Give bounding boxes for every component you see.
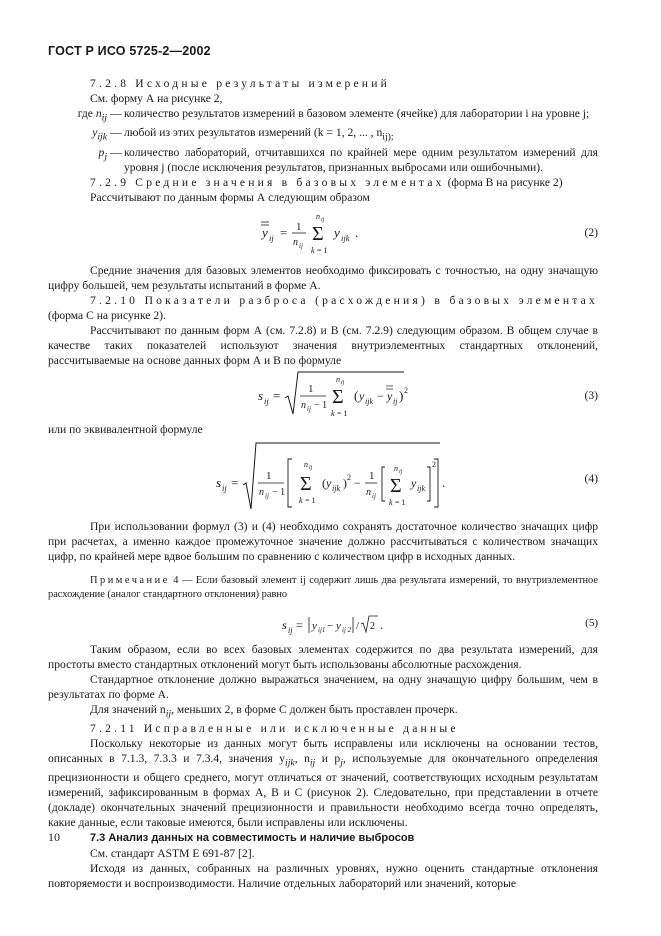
page-content (48, 76, 598, 891)
svg-text:n: n (293, 236, 298, 248)
body-text: Поскольку некоторые из данных могут быть исправлены или исключены на основании тестов, описанных в 7.1.3, 7.3.3 и 7.3.4, значения y (48, 736, 598, 765)
definition-subscript: ijk (97, 131, 107, 143)
svg-text:y: y (387, 388, 393, 403)
svg-text:=: = (296, 617, 303, 632)
formula-range (280, 612, 390, 638)
svg-text:(: ( (322, 475, 326, 490)
equation-number: (4) (584, 471, 598, 485)
svg-text:1: 1 (296, 220, 302, 233)
svg-text:− 1: − 1 (272, 486, 286, 498)
body-text: , n (294, 751, 310, 765)
section-title-text: 7.2.10 Показатели разброса (расхождения) в базовых элементах (90, 293, 598, 307)
svg-text:y: y (411, 475, 417, 490)
definition-row: где $n_{ij}$ — количество результатов измерений в базовом элементе (ячейке) для лаборатории i на уровне j; (48, 106, 598, 125)
svg-text:ij: ij (341, 379, 345, 386)
svg-text:2: 2 (347, 472, 351, 482)
svg-text:ij: ij (264, 395, 269, 406)
svg-text:− 1: − 1 (314, 399, 328, 411)
section-7-2-10-body: Рассчитывают по данным форм А (см. 7.2.8) и В (см. 7.2.9) следующим образом. В общем случае в качестве таких показателей используют значения внутриэлементных стандартных отклонений, рассчитываемые на основе данных форм А и В по формуле (48, 323, 598, 367)
body-text: , используемые для окончательного определения прецизионности и общего среднего, могут отличаться от значений, соответствующих исходным результатам измерений, зафиксированным в формах А, В и С (рисунок 2). Следовательно, при представлении в отчете (докладе) окончательных значений прецизионности и правильности необходимо всегда точно определять, какие данные, если таковые имеются, были исправлены или исключены. (48, 751, 598, 830)
svg-text:ij: ij (288, 625, 293, 635)
svg-text:1: 1 (266, 469, 272, 482)
equation-5 (48, 612, 598, 642)
section-title-text: 7.2.11 Исправленные или исключенные данные (90, 721, 459, 735)
section-title-text: 7.3 Анализ данных на совместимость и наличие выбросов (90, 832, 415, 845)
body-subscript: j (340, 757, 343, 769)
svg-text:k: k (389, 497, 393, 507)
svg-text:ij: ij (393, 396, 398, 406)
svg-text:= 1: = 1 (305, 495, 316, 505)
svg-text:.: . (380, 617, 383, 632)
svg-text:ij1: ij1 (318, 625, 326, 634)
definition-symbol: n (95, 107, 102, 120)
svg-text:= 1: = 1 (317, 245, 328, 255)
svg-text:n: n (366, 486, 371, 498)
section-7-3-title (48, 830, 598, 846)
svg-text:Σ: Σ (312, 222, 324, 245)
thus-paragraph: Таким образом, если во всех базовых элементах содержится по два результата измерений, для простоты вместо стандартных отклонений могут быть использованы абсолютные расхождения. (48, 642, 598, 671)
svg-text:2: 2 (404, 385, 408, 395)
svg-text:1: 1 (369, 469, 375, 482)
definition-subscript: ij (101, 112, 107, 124)
section-7-3-ref: См. стандарт ASTM E 691-87 [2]. (90, 847, 255, 861)
svg-text:ij: ij (321, 216, 325, 223)
svg-text:ijk: ijk (332, 483, 340, 493)
svg-text:k: k (311, 245, 315, 255)
svg-text:= 1: = 1 (337, 408, 348, 418)
svg-text:y: y (312, 619, 317, 632)
equation-number: (2) (584, 225, 598, 239)
svg-text:y: y (326, 475, 332, 490)
svg-text:(: ( (354, 387, 359, 403)
svg-text:ij: ij (307, 404, 311, 413)
definition-text: количество лабораторий, отчитавшихся по крайней мере одним результатом измерений для уровня j (после исключения результатов, признанных выбросами или ошибочными). (124, 145, 598, 174)
svg-text:−: − (327, 619, 334, 632)
svg-text:−: − (354, 475, 361, 490)
section-title-tail: (форма С на рисунке 2). (48, 308, 166, 322)
definition-row: $y_{ijk}$ — любой из этих результатов измерений (k = 1, 2, ... , $n_{ij);}$ (92, 126, 394, 143)
note-4 (48, 574, 598, 602)
svg-text:.: . (442, 474, 446, 490)
body-subscript: ij (309, 757, 316, 769)
svg-text:): ) (343, 475, 347, 490)
svg-text:n: n (394, 463, 398, 473)
svg-text:y: y (334, 224, 340, 240)
svg-text:s: s (282, 617, 287, 632)
mean-values-paragraph: Средние значения для базовых элементов необходимо фиксировать с точностью, на одну значащую цифру большей, чем результаты испытаний в форме А. (48, 263, 598, 292)
svg-text:1: 1 (308, 382, 314, 395)
svg-text:ijk: ijk (341, 232, 350, 243)
svg-text:/: / (356, 619, 360, 632)
svg-text:ijk: ijk (417, 483, 425, 493)
section-7-2-11-title (48, 721, 598, 736)
svg-text:2: 2 (432, 459, 436, 469)
equation-3 (48, 368, 598, 422)
section-7-2-9-title (48, 175, 598, 190)
svg-text:): ) (399, 387, 404, 403)
page-number: 10 (48, 830, 60, 844)
svg-text:−: − (377, 388, 384, 403)
section-7-2-11-body (48, 736, 598, 830)
svg-text:ij 2: ij 2 (342, 625, 352, 634)
svg-text:= 1: = 1 (395, 497, 406, 507)
svg-text:k: k (331, 408, 335, 418)
definition-symbol: y (92, 126, 98, 140)
values-text: Для значений n (90, 702, 166, 716)
svg-text:n: n (316, 211, 320, 221)
definition-text: любой из этих результатов измерений (k = 1, 2, ... , n (124, 126, 383, 140)
values-subscript: ij (165, 707, 172, 719)
svg-text:k: k (299, 495, 303, 505)
svg-text:s: s (258, 387, 264, 403)
definition-tail: ij); (382, 131, 394, 143)
svg-text:ij: ij (299, 241, 303, 250)
svg-text:Σ: Σ (390, 474, 402, 497)
svg-text:n: n (336, 374, 340, 384)
definition-row: $p_j$ — количество лабораторий, отчитавшихся по крайней мере одним результатом измерений для уровня j (после исключения результатов, признанных выбросами или ошибочными). (98, 145, 598, 174)
svg-text:ij: ij (265, 491, 269, 500)
svg-text:ij: ij (269, 232, 274, 243)
svg-text:2: 2 (370, 620, 375, 632)
formula-std-deviation (254, 368, 454, 422)
definition-prefix: где (77, 107, 96, 120)
note-label: Примечание (90, 574, 170, 586)
svg-text:.: . (355, 224, 359, 240)
section-title-tail: (форма В на рисунке 2) (444, 175, 563, 189)
svg-text:n: n (259, 486, 264, 498)
formula-mean (248, 205, 388, 261)
definition-subscript: j (104, 150, 107, 162)
svg-text:=: = (273, 387, 281, 403)
svg-text:n: n (304, 459, 308, 469)
section-7-2-8-title (48, 76, 598, 91)
section-7-2-9-intro: Рассчитывают по данным формы А следующим образом (90, 190, 370, 204)
equation-number: (5) (585, 616, 598, 629)
equation-number: (3) (584, 388, 598, 402)
svg-text:ij: ij (309, 464, 313, 471)
standard-header: ГОСТ Р ИСО 5725-2—2002 (48, 44, 211, 58)
significant-digits-paragraph: При использовании формул (3) и (4) необходимо сохранять достаточное количество значащих цифр при расчетах, а именно каждое промежуточное значение должно рассчитываться с количеством значащих цифр, по крайней мере вдвое большим по сравнению с количеством цифр в исходных данных. (48, 519, 598, 563)
svg-text:n: n (301, 399, 306, 411)
std-deviation-paragraph: Стандартное отклонение должно выражаться значением, на одну значащую цифру большим, чем в результатах по форме А. (48, 672, 598, 701)
svg-text:y: y (336, 619, 341, 632)
svg-text:y: y (262, 224, 268, 240)
definition-symbol: p (98, 145, 105, 159)
section-7-3-body: Исходя из данных, собранных на различных уровнях, нужно оценить стандартные отклонения повторяемости и воспроизводимости. Наличие отдельных лабораторий или значений, которые (48, 862, 598, 891)
values-paragraph (48, 702, 598, 721)
definitions-list (48, 106, 598, 175)
svg-text:ijk: ijk (365, 396, 373, 406)
svg-text:ij: ij (372, 491, 376, 500)
svg-text:s: s (216, 474, 222, 490)
body-subscript: ijk (285, 757, 295, 769)
definition-text: количество результатов измерений в базовом элементе (ячейке) для лаборатории i на уровне j; (124, 107, 590, 120)
formula-std-deviation-equivalent (214, 437, 454, 517)
equation-4 (48, 437, 598, 519)
note-text: 4 — Если базовый элемент ij содержит лишь два результата измерений, то внутриэлементное расхождение (аналог стандартного отклонения) равно (48, 574, 598, 600)
svg-text:ij: ij (399, 468, 403, 475)
section-title-text: 7.2.9 Средние значения в базовых элементах (90, 175, 445, 189)
section-title-text: 7.2.8 Исходные результаты измерений (90, 77, 391, 90)
svg-text:Σ: Σ (332, 385, 344, 408)
svg-text:Σ: Σ (300, 472, 312, 495)
svg-text:y: y (359, 388, 365, 403)
values-text-tail: , меньших 2, в форме С должен быть проставлен прочерк. (171, 702, 458, 716)
svg-text:ij: ij (222, 482, 227, 493)
section-7-2-10-title (48, 293, 598, 323)
svg-text:=: = (280, 224, 288, 240)
body-text: и p (315, 751, 341, 765)
svg-text:=: = (231, 474, 239, 490)
section-7-2-8-ref: См. форму А на рисунке 2, (90, 92, 223, 105)
equation-2 (48, 205, 598, 263)
equivalent-formula-text: или по эквивалентной формуле (48, 422, 203, 436)
